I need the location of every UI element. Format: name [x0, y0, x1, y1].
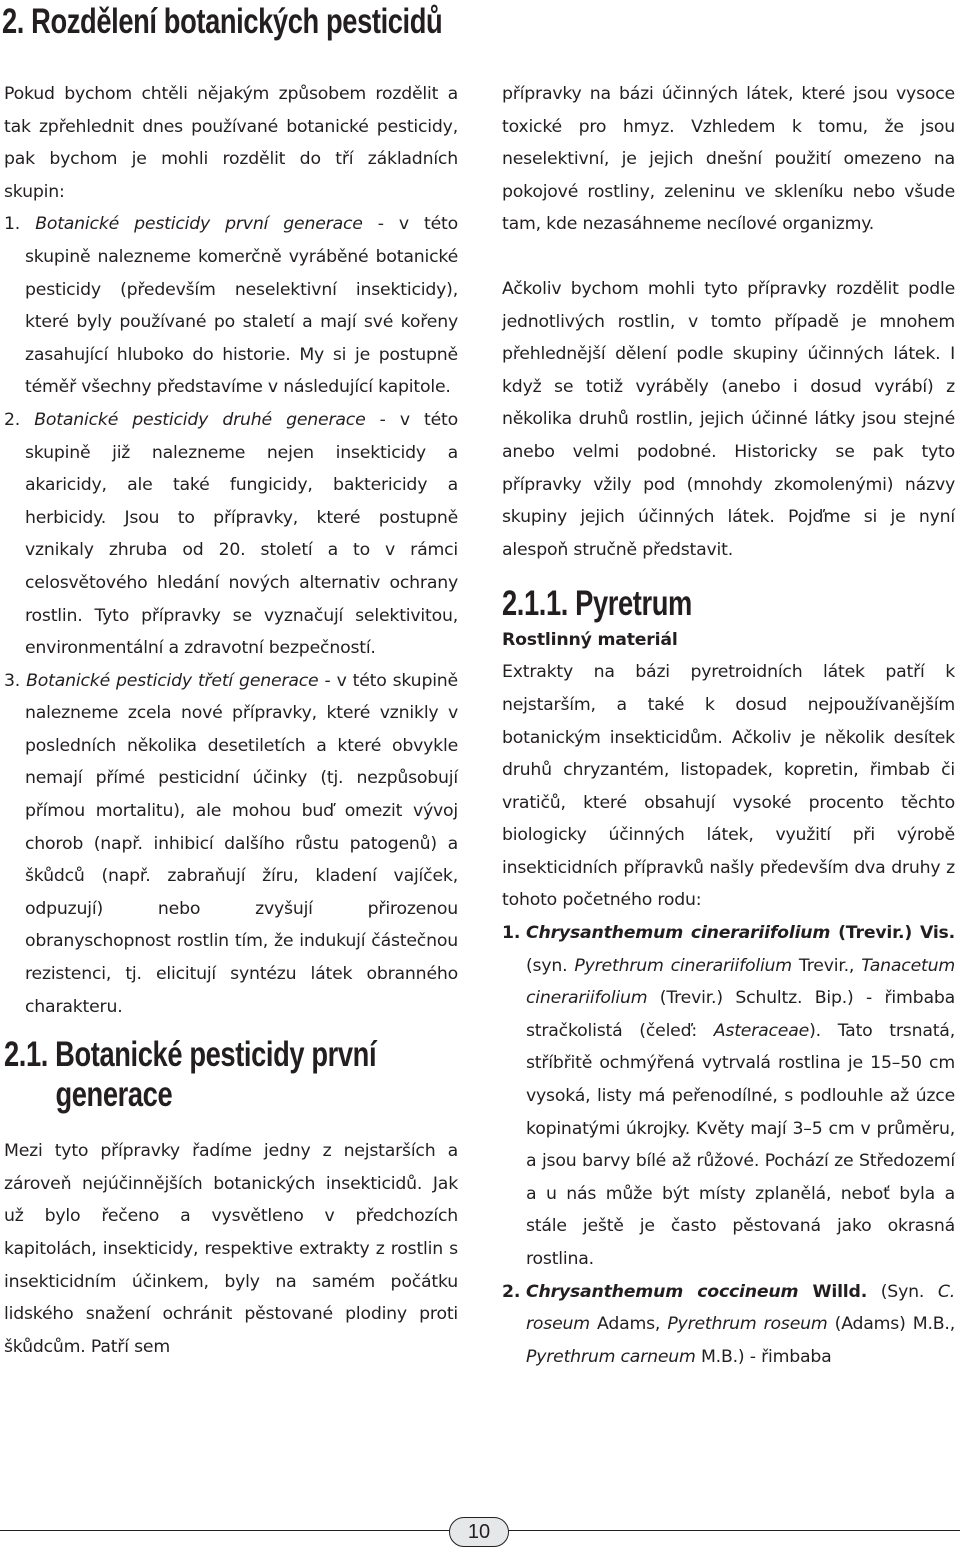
- page-title: 2. Rozdělení botanických pesticidů: [2, 2, 443, 41]
- species-item-2: [502, 1276, 955, 1374]
- right-column: [502, 78, 955, 1373]
- subsection-heading-pyretrum: [502, 584, 955, 624]
- section-heading-line2: generace: [55, 1075, 173, 1115]
- page-number: 10: [449, 1517, 509, 1547]
- species-description: Chrysanthemum cinerariifolium (Trevir.) Vis. (syn. Pyrethrum cinerariifolium Trevir., Tanacetum cinerariifolium (Trevir.) Schultz. Bip.) - řimbaba stračkolistá (čeleď: Asteraceae). Tato trsnatá, stříbřitě ochmýřená vytrvalá rostlina je 15–50 cm vysoká, listy má peřenodílné, s podlouhle až úzce kopinatými úkrojky. Květy mají 3–5 cm v průměru, a jsou barvy bílé až růžové. Pochází ze Středozemí a u nás může být místy zplanělá, neboť byla a stále ještě je často pěstovaná jako okrasná rostlina.: [526, 923, 955, 1269]
- list-item-generation-3: 3. Botanické pesticidy třetí generace - v této skupině nalezneme zcela nové přípravky, které vznikly v posledních několika desetiletích a které obvykle nemají přímé pesticidní účinky (tj. nezpůsobují přímou mortalitu), ale mohou buď omezit vývoj chorob (např. inhibicí dalšího růstu patogenů) a škůdců (např. zabraňují žíru, kladení vajíček, odpuzují) nebo zvyšují přirozenou obranyschopnost rostlin tím, že indukují částečnou rezistenci, tj. elicitují syntézu látek obranného charakteru.: [4, 670, 458, 1017]
- section-2-1-paragraph: Mezi tyto přípravky řadíme jedny z nejstarších a zároveň nejúčinnějších botanických insekticidů. Jak už bylo řečeno a vysvětleno v předchozích kapitolách, insekticidy, respektive extrakty z rostlin s insekticidním účinkem, byly na samém počátku lidského snažení ochránit pěstované plodiny proti škůdcům. Patří sem: [4, 1141, 458, 1357]
- section-heading-line1: 2.1. Botanické pesticidy první: [4, 1035, 377, 1075]
- grouping-paragraph: Ačkoliv bychom mohli tyto přípravky rozdělit podle jednotlivých rostlin, v tomto případě je mnohem přehlednější dělení podle skupiny účinných látek. I když se totiž vyráběly (anebo i dosud vyrábí) z několika druhů rostlin, jejich účinné látky jsou stejné anebo velmi podobné. Historicky se pak tyto přípravky vžily pod (mnohdy zkomolenými) názvy skupiny jejich účinných látek. Pojďme si je nyní alespoň stručně představit.: [502, 278, 955, 560]
- list-item-generation-2: 2. Botanické pesticidy druhé generace - v této skupině již nalezneme nejen insekticidy a akaricidy, ale také fungicidy, baktericidy a herbicidy. Jsou to přípravky, které postupně vznikaly zhruba od 20. století a to v rámci celosvětového hledání nových alternativ ochrany rostlin. Tyto přípravky se vyznačují selektivitou, environmentální a zdravotní bezpečností.: [4, 409, 458, 659]
- intro-paragraph: Pokud bychom chtěli nějakým způsobem rozdělit a tak zpřehlednit dnes používané botanické pesticidy, pak bychom je mohli rozdělit do tří základních skupin:: [4, 84, 458, 202]
- left-column: [4, 78, 458, 1363]
- plant-material-heading: Rostlinný materiál: [502, 630, 678, 651]
- species-number: 2.: [502, 1281, 521, 1302]
- list-item-generation-1: 1. Botanické pesticidy první generace - v této skupině nalezneme komerčně vyráběné botanické pesticidy (především neselektivní insekticidy), které byly používané po staletí a mají své kořeny zasahující hluboko do historie. My si je postupně téměř všechny představíme v následující kapitole.: [4, 214, 458, 398]
- pyretrum-paragraph: Extrakty na bázi pyretroidních látek patří k nejstarším, a také k dosud nejpoužívanějším botanickým insekticidům. Ačkoliv je několik desítek druhů chryzantém, listopadek, kopretin, řimbab či vratičů, které obsahují vysoké procento těchto biologicky účinných látek, využití při výrobě insekticidních přípravků našly především dva druhy z tohoto početného rodu:: [502, 662, 955, 911]
- species-item-1: [502, 917, 955, 1276]
- subsection-heading-text: 2.1.1. Pyretrum: [502, 584, 692, 624]
- continued-paragraph: přípravky na bázi účinných látek, které jsou vysoce toxické pro hmyz. Vzhledem k tomu, že jsou neselektivní, je jejich dnešní použití omezeno na pokojové rostliny, zeleninu ve skleníku nebo všude tam, kde nezasáhneme necílové organizmy.: [502, 84, 955, 235]
- species-number: 1.: [502, 923, 521, 944]
- section-heading-2-1: [4, 1035, 458, 1127]
- species-description: Chrysanthemum coccineum Willd. (Syn. C. roseum Adams, Pyrethrum roseum (Adams) M.B., Pyrethrum carneum M.B.) - řimbaba: [526, 1281, 955, 1367]
